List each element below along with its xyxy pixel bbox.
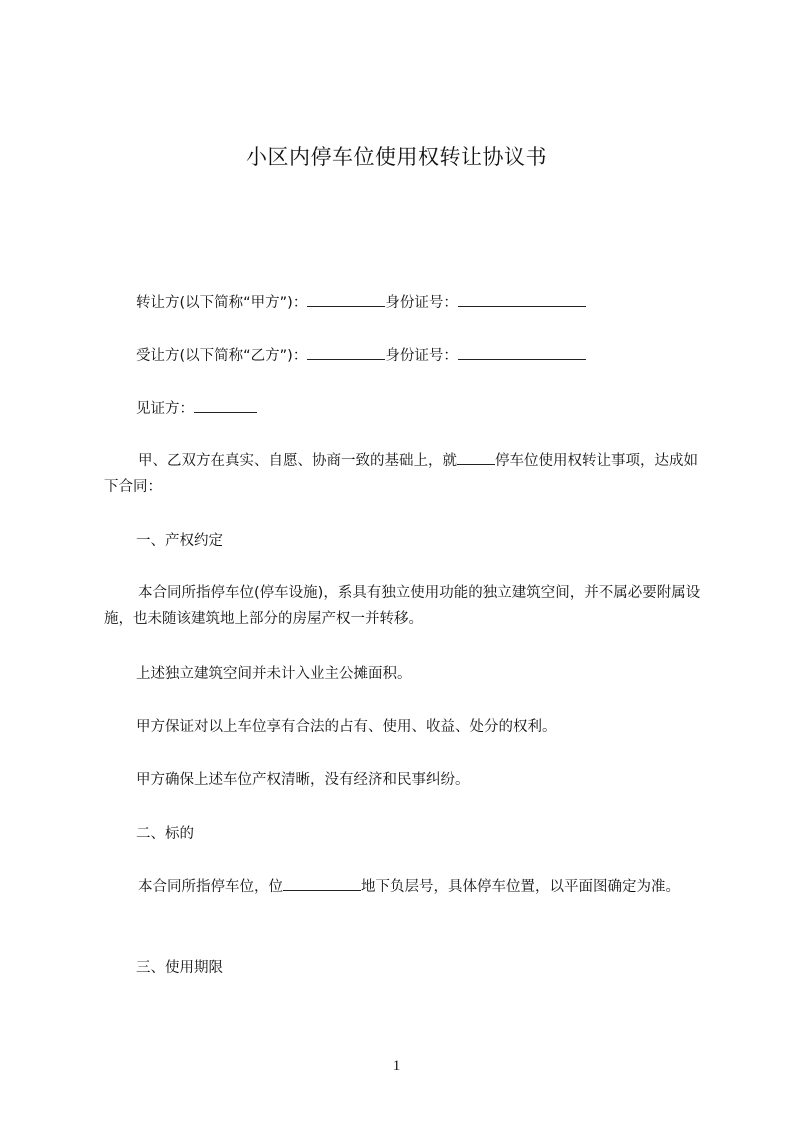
intro-paragraph [104,448,704,500]
section1-heading: 一、产权约定 [136,533,223,549]
transferee-id-blank [458,345,586,360]
section2-text-end: 地下负层号，具体停车位置，以平面图确定为准。 [361,879,680,895]
section1-paragraph-1-text: 本合同所指停车位(停车设施)，系具有独立使用功能的独立建筑空间，并不属必要附属设施，也未随该建筑地上部分的房屋产权一并转移。 [104,585,701,627]
section2-heading: 二、标的 [136,826,194,842]
document-title: 小区内停车位使用权转让协议书 [246,145,547,169]
transferor-label: 转让方(以下简称“甲方”)： [136,295,308,311]
transferee-label: 受让方(以下简称“乙方”)： [136,348,308,364]
intro-blank [457,450,495,465]
transferee-name-blank [307,345,385,360]
transferee-line [136,345,586,366]
transferor-id-blank [458,292,586,307]
intro-text-start: 甲、乙双方在真实、自愿、协商一致的基础上，就 [138,453,457,469]
transferor-id-label: 身份证号： [385,295,458,311]
section2-text-start: 本合同所指停车位，位 [138,879,283,895]
section3-heading: 三、使用期限 [136,960,223,976]
page-number: 1 [392,1058,401,1074]
witness-blank [194,398,257,413]
transferor-name-blank [307,292,385,307]
section1-paragraph-1 [104,580,704,632]
transferor-line [136,292,586,313]
intro-text-end: 停车位使用权转让事项，达成如下合同： [104,453,698,495]
witness-label: 见证方： [136,401,194,417]
witness-line [136,398,257,419]
section2-location-blank [283,876,361,891]
transferee-id-label: 身份证号： [385,348,458,364]
section2-paragraph [104,874,704,900]
section1-paragraph-3: 甲方保证对以上车位享有合法的占有、使用、收益、处分的权利。 [136,719,557,735]
section1-paragraph-2: 上述独立建筑空间并未计入业主公摊面积。 [136,666,412,682]
section1-paragraph-4: 甲方确保上述车位产权清晰，没有经济和民事纠纷。 [136,772,470,788]
